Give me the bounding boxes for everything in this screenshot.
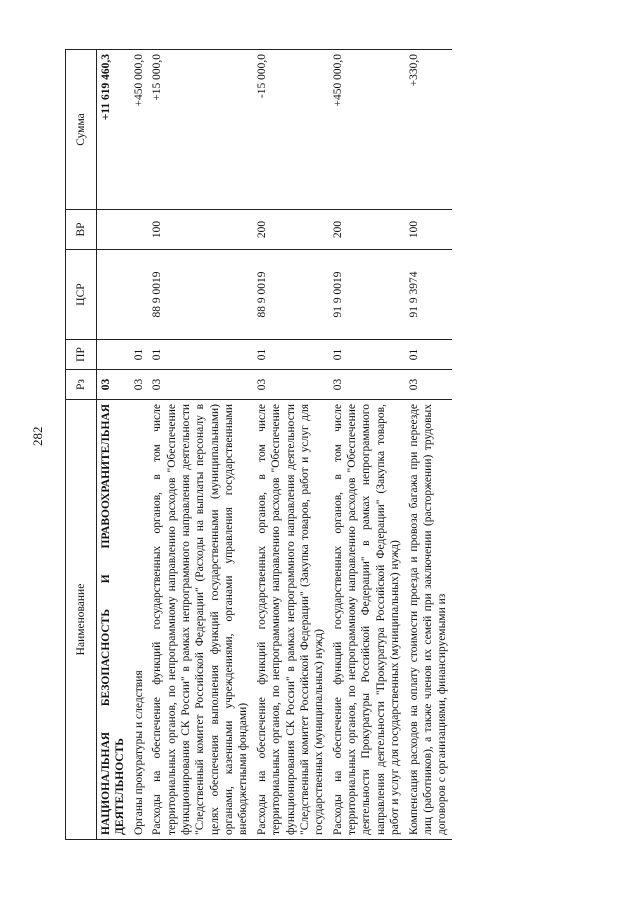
row-vr: 200 <box>253 210 329 250</box>
row-csr: 88 9 0019 <box>148 250 253 340</box>
row-name: Расходы на обеспечение функций государственных органов, в том числе территориальных органов, по непрограммному направлению расходов "Обеспечение функционирования СК России" в рамках непрограммного направления деятельности "Следственный комитет Российской Федерации" (Закупка товаров, работ и услуг для государственных (муниципальных) нужд) <box>253 400 329 840</box>
col-header-name: Наименование <box>66 400 97 840</box>
row-sum: +11 619 460,3 <box>97 50 130 210</box>
row-vr: 100 <box>405 210 452 250</box>
row-rz: 03 <box>148 370 253 400</box>
table-row <box>405 50 452 840</box>
row-name: Расходы на обеспечение функций государственных органов, в том числе территориальных органов, по непрограммному направлению расходов "Обеспечение функционирования СК России" в рамках непрограммного направления деятельности "Следственный комитет Российской Федерации" (Расходы на выплаты персоналу в целях обеспечения выполнения функций государственными (муниципальными) органами, казенными учреждениями, органами управления государственными внебюджетными фондами) <box>148 400 253 840</box>
page-number: 282 <box>30 426 45 446</box>
table-row <box>329 50 405 840</box>
table-header-row <box>66 50 97 840</box>
row-sum: +450 000,0 <box>329 50 405 210</box>
row-csr: 91 9 3974 <box>405 250 452 340</box>
row-pr: 01 <box>329 340 405 370</box>
row-csr <box>97 250 130 340</box>
row-csr: 88 9 0019 <box>253 250 329 340</box>
row-sum: +330,0 <box>405 50 452 210</box>
row-vr <box>130 210 148 250</box>
col-header-csr: ЦСР <box>66 250 97 340</box>
row-rz: 03 <box>329 370 405 400</box>
row-name: Расходы на обеспечение функций государственных органов, в том числе территориальных органов, по непрограммному направлению расходов "Обеспечение деятельности Прокуратуры Российской Федерации" в рамках непрограммного направления деятельности "Прокуратура Российской Федерации" (Закупка товаров, работ и услуг для государственных (муниципальных) нужд) <box>329 400 405 840</box>
row-pr: 01 <box>405 340 452 370</box>
row-pr: 01 <box>130 340 148 370</box>
budget-table <box>65 49 452 840</box>
row-rz: 03 <box>253 370 329 400</box>
col-header-sum: Сумма <box>66 50 97 210</box>
row-vr: 100 <box>148 210 253 250</box>
row-csr <box>130 250 148 340</box>
row-rz: 03 <box>97 370 130 400</box>
col-header-pr: ПР <box>66 340 97 370</box>
table-row <box>148 50 253 840</box>
row-sum: -15 000,0 <box>253 50 329 210</box>
row-pr: 01 <box>148 340 253 370</box>
row-name: Компенсация расходов на оплату стоимости проезда и провоза багажа при переезде лиц (работников), а также членов их семей при заключении (расторжении) трудовых договоров с организациями, финансируемыми из <box>405 400 452 840</box>
col-header-rz: Рз <box>66 370 97 400</box>
table-row <box>253 50 329 840</box>
row-sum: +15 000,0 <box>148 50 253 210</box>
row-name: НАЦИОНАЛЬНАЯ БЕЗОПАСНОСТЬ И ПРАВООХРАНИТЕЛЬНАЯ ДЕЯТЕЛЬНОСТЬ <box>97 400 130 840</box>
row-vr: 200 <box>329 210 405 250</box>
row-rz: 03 <box>405 370 452 400</box>
row-sum: +450 000,0 <box>130 50 148 210</box>
row-pr <box>97 340 130 370</box>
row-vr <box>97 210 130 250</box>
row-pr: 01 <box>253 340 329 370</box>
budget-table-rotated <box>65 50 585 840</box>
row-rz: 03 <box>130 370 148 400</box>
table-row <box>97 50 130 840</box>
table-row <box>130 50 148 840</box>
col-header-vr: ВР <box>66 210 97 250</box>
row-name: Органы прокуратуры и следствия <box>130 400 148 840</box>
row-csr: 91 9 0019 <box>329 250 405 340</box>
